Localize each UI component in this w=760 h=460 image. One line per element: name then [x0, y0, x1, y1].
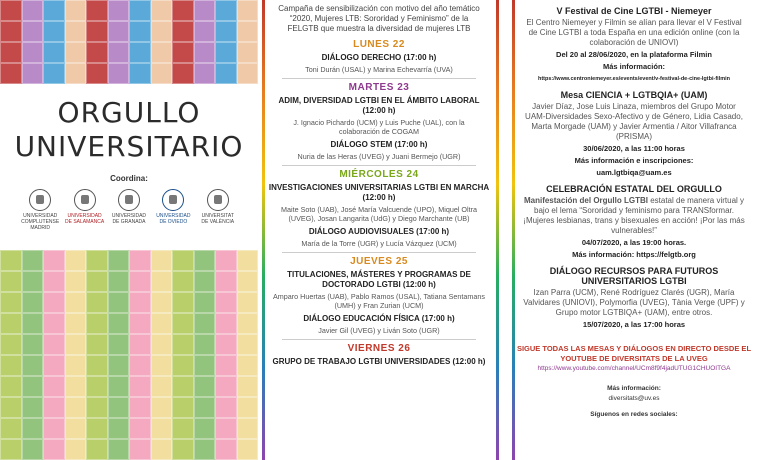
- mosaic-tile: [237, 418, 259, 439]
- mosaic-tile: [0, 271, 22, 292]
- event-title: TITULACIONES, MÁSTERES Y PROGRAMAS DE DOCTORADO LGTBI (12:00 h): [287, 270, 471, 289]
- mosaic-tile: [108, 0, 130, 21]
- mosaic-tile: [86, 292, 108, 313]
- mosaic-tile: [65, 355, 87, 376]
- mosaic-tile: [172, 42, 194, 63]
- mosaic-tile: [108, 271, 130, 292]
- mosaic-tile: [108, 418, 130, 439]
- mosaic-tile: [108, 250, 130, 271]
- event-people: Amparo Huertas (UAB), Pablo Ramos (USAL), Tatiana Sentamans (UMH) y Fran Zurian (UCM): [273, 292, 485, 310]
- day-separator: [282, 339, 476, 340]
- mosaic-tile: [215, 313, 237, 334]
- mosaic-tile: [129, 439, 151, 460]
- mosaic-tile: [215, 376, 237, 397]
- mosaic-tile: [43, 418, 65, 439]
- rainbow-divider: [512, 0, 515, 460]
- mosaic-tile: [22, 334, 44, 355]
- mosaic-tile: [108, 21, 130, 42]
- complutense-seal-icon: [29, 189, 51, 211]
- program-days: [266, 40, 492, 367]
- mosaic-tile: [86, 42, 108, 63]
- university-logos: [12, 183, 246, 231]
- mosaic-tile: [65, 439, 87, 460]
- mosaic-tile: [108, 292, 130, 313]
- granada-seal-icon: [118, 189, 140, 211]
- mosaic-tile: [22, 397, 44, 418]
- mosaic-tile: [0, 42, 22, 63]
- mosaic-tile: [86, 21, 108, 42]
- mesa-text: Javier Díaz, Jose Luis Linaza, miembros del Grupo Motor UAM-Diversidades Sexo-Afectivo y de Género, Lidia Casado, Marta Morgade (UAM) y Javier Armentia / Aitor Villafranca (PRISMA): [525, 102, 743, 141]
- event-title: INVESTIGACIONES UNIVERSITARIAS LGTBI EN MARCHA (12:00 h): [268, 183, 490, 202]
- celebracion-bold: Manifestación del Orgullo LGTBI: [523, 196, 648, 205]
- mosaic-tile: [22, 271, 44, 292]
- mosaic-tile: [22, 418, 44, 439]
- mosaic-tile: [65, 21, 87, 42]
- day-name: JUEVES: [350, 256, 393, 267]
- mosaic-tile: [129, 250, 151, 271]
- mosaic-tile: [172, 21, 194, 42]
- day-number: 23: [397, 82, 410, 93]
- mosaic-tile: [194, 418, 216, 439]
- logo-complutense: [20, 189, 60, 231]
- mosaic-tile: [215, 250, 237, 271]
- mesa-more-label: Más información e inscripciones:: [574, 156, 694, 165]
- day-number: 24: [406, 169, 419, 180]
- mosaic-tile: [86, 376, 108, 397]
- mosaic-tile: [151, 418, 173, 439]
- mosaic-tile: [172, 313, 194, 334]
- day-number: 22: [392, 39, 405, 50]
- mosaic-tile: [237, 250, 259, 271]
- coordina-label: Coordina:: [110, 174, 148, 183]
- mosaic-tile: [172, 63, 194, 84]
- mosaic-tile: [215, 271, 237, 292]
- celebracion-rest: estatal de manera virtual y bajo el lema “Sororidad y feminismo para TRANSformar. ¡Mujeres lesbianas, trans y bisexuales en acción! ¡Por las más vulnerables!”: [523, 196, 745, 235]
- mosaic-tile: [65, 0, 87, 21]
- mosaic-tile: [194, 355, 216, 376]
- mosaic-tile: [108, 42, 130, 63]
- mosaic-tile: [0, 376, 22, 397]
- day-name: MARTES: [348, 82, 394, 93]
- mosaic-tile: [151, 376, 173, 397]
- mosaic-tile: [172, 376, 194, 397]
- mosaic-tile: [108, 63, 130, 84]
- mesa-email-link[interactable]: uam.lgtbiqa@uam.es: [596, 168, 672, 177]
- mosaic-tile: [43, 439, 65, 460]
- mosaic-tile: [86, 250, 108, 271]
- salamanca-seal-icon: [74, 189, 96, 211]
- mosaic-tile: [22, 355, 44, 376]
- mosaic-tile: [65, 376, 87, 397]
- poster-panel: [0, 0, 258, 460]
- logo-name: UNIVERSIDAD DE SALAMANCA: [64, 213, 105, 225]
- mosaic-tile: [65, 313, 87, 334]
- mosaic-tile: [65, 397, 87, 418]
- event-title: DIÁLOGO AUDIOVISUALES (17:00 h): [308, 227, 450, 236]
- mosaic-tile: [0, 63, 22, 84]
- celebracion-date: 04/07/2020, a las 19:00 horas.: [581, 238, 687, 247]
- festival-text: El Centro Niemeyer y Filmin se alían para llevar el V Festival de Cine LGTBI a toda España en una edición online (con la colaboración de UNIOVI): [526, 18, 742, 47]
- logo-salamanca: [65, 189, 105, 231]
- day-title-martes: [266, 83, 492, 93]
- logo-oviedo: [153, 189, 193, 231]
- mosaic-tile: [22, 63, 44, 84]
- day-name: LUNES: [353, 39, 390, 50]
- logo-name: UNIVERSIDAD COMPLUTENSE MADRID: [21, 213, 60, 231]
- mosaic-tile: [43, 292, 65, 313]
- mosaic-tile: [172, 397, 194, 418]
- mosaic-tile: [194, 21, 216, 42]
- mosaic-tile: [43, 376, 65, 397]
- program-intro: Campaña de sensibilización con motivo del año temático “2020, Mujeres LTB: Sororidad y Feminismo” de la FELGTB que muestra la diversidad de mujeres LTB: [278, 4, 480, 33]
- logo-valencia: [198, 189, 238, 231]
- mosaic-tile: [0, 21, 22, 42]
- festival-dates: Del 20 al 28/06/2020, en la plataforma Filmin: [556, 50, 712, 59]
- mosaic-top: [0, 0, 258, 84]
- mosaic-tile: [129, 355, 151, 376]
- rainbow-divider: [496, 0, 499, 460]
- mosaic-tile: [151, 271, 173, 292]
- mosaic-tile: [0, 0, 22, 21]
- mosaic-tile: [43, 313, 65, 334]
- event-title: DIÁLOGO EDUCACIÓN FÍSICA (17:00 h): [303, 314, 455, 323]
- mosaic-tile: [237, 313, 259, 334]
- mosaic-tile: [194, 334, 216, 355]
- mosaic-tile: [151, 292, 173, 313]
- mosaic-tile: [237, 0, 259, 21]
- mosaic-tile: [108, 376, 130, 397]
- mosaic-tile: [237, 334, 259, 355]
- mosaic-tile: [215, 42, 237, 63]
- mosaic-tile: [215, 439, 237, 460]
- rainbow-divider: [262, 0, 265, 460]
- mosaic-tile: [194, 439, 216, 460]
- mosaic-tile: [0, 334, 22, 355]
- mosaic-tile: [0, 292, 22, 313]
- festival-title: V Festival de Cine LGTBI - Niemeyer: [556, 6, 712, 16]
- day-name: VIERNES: [347, 343, 395, 354]
- mosaic-tile: [22, 21, 44, 42]
- festival-more-label: Más información:: [602, 62, 666, 71]
- mosaic-tile: [151, 250, 173, 271]
- mosaic-tile: [22, 250, 44, 271]
- mosaic-tile: [65, 42, 87, 63]
- mosaic-tile: [22, 376, 44, 397]
- mosaic-tile: [0, 397, 22, 418]
- mosaic-tile: [0, 313, 22, 334]
- event-title: DIÁLOGO STEM (17:00 h): [330, 140, 428, 149]
- mosaic-tile: [0, 439, 22, 460]
- mosaic-tile: [22, 292, 44, 313]
- mosaic-tile: [86, 439, 108, 460]
- mosaic-tile: [129, 376, 151, 397]
- mosaic-tile: [172, 334, 194, 355]
- mosaic-tile: [43, 21, 65, 42]
- mosaic-tile: [151, 0, 173, 21]
- mosaic-tile: [215, 292, 237, 313]
- mosaic-tile: [237, 397, 259, 418]
- mosaic-tile: [215, 0, 237, 21]
- mosaic-tile: [86, 313, 108, 334]
- mosaic-tile: [215, 418, 237, 439]
- social-label: Síguenos en redes sociales:: [590, 411, 678, 418]
- mosaic-tile: [65, 292, 87, 313]
- day-title-lunes: [266, 40, 492, 50]
- logo-granada: [109, 189, 149, 231]
- logo-name: UNIVERSITAT DE VALÈNCIA: [201, 213, 235, 225]
- mosaic-tile: [237, 376, 259, 397]
- mosaic-tile: [86, 271, 108, 292]
- mosaic-tile: [43, 42, 65, 63]
- mosaic-tile: [151, 63, 173, 84]
- mosaic-tile: [22, 439, 44, 460]
- oviedo-seal-icon: [162, 189, 184, 211]
- event-people: Nuria de las Heras (UVEG) y Juani Bermejo (UGR): [297, 152, 461, 161]
- day-separator: [282, 78, 476, 79]
- mosaic-tile: [194, 250, 216, 271]
- mosaic-tile: [86, 355, 108, 376]
- mosaic-tile: [65, 250, 87, 271]
- mosaic-tile: [194, 397, 216, 418]
- day-title-viernes: [266, 344, 492, 354]
- mosaic-tile: [0, 250, 22, 271]
- mosaic-tile: [0, 418, 22, 439]
- event-people: Toni Durán (USAL) y Marina Echevarría (UVA): [305, 65, 453, 74]
- mosaic-tile: [215, 355, 237, 376]
- celebracion-title: CELEBRACIÓN ESTATAL DEL ORGULLO: [546, 184, 722, 194]
- youtube-link[interactable]: https://www.youtube.com/channel/UCm8f9f4jadUTUG1CHUOITGA: [537, 365, 731, 372]
- logo-name: UNIVERSIDAD DE OVIEDO: [156, 213, 191, 225]
- mosaic-tile: [129, 418, 151, 439]
- mosaic-tile: [65, 271, 87, 292]
- mosaic-tile: [151, 313, 173, 334]
- festival-link[interactable]: https://www.centroniemeyer.es/events/event/v-festival-de-cine-lgtbi-filmin: [537, 76, 731, 82]
- day-separator: [282, 252, 476, 253]
- logo-name: UNIVERSIDAD DE GRANADA: [111, 213, 147, 225]
- mosaic-tile: [237, 21, 259, 42]
- mosaic-tile: [237, 63, 259, 84]
- mosaic-tile: [129, 271, 151, 292]
- day-title-jueves: [266, 257, 492, 267]
- mosaic-tile: [194, 63, 216, 84]
- mosaic-tile: [43, 355, 65, 376]
- event-people: J. Ignacio Pichardo (UCM) y Luis Puche (UAL), con la colaboración de COGAM: [293, 118, 465, 136]
- mosaic-tile: [237, 292, 259, 313]
- mosaic-tile: [151, 42, 173, 63]
- mosaic-tile: [215, 397, 237, 418]
- dialogo-title: DIÁLOGO RECURSOS PARA FUTUROS UNIVERSITARIOS LGTBI: [549, 266, 719, 286]
- mosaic-tile: [86, 63, 108, 84]
- day-title-miércoles: [266, 170, 492, 180]
- poster-title-line-2: UNIVERSITARIO: [14, 130, 244, 163]
- mosaic-tile: [194, 42, 216, 63]
- mosaic-tile: [108, 334, 130, 355]
- mosaic-tile: [65, 63, 87, 84]
- mosaic-tile: [194, 271, 216, 292]
- mosaic-tile: [43, 250, 65, 271]
- mosaic-tile: [237, 355, 259, 376]
- mosaic-tile: [129, 397, 151, 418]
- mosaic-tile: [172, 0, 194, 21]
- mosaic-tile: [129, 63, 151, 84]
- mosaic-tile: [194, 292, 216, 313]
- valencia-seal-icon: [207, 189, 229, 211]
- mesa-date: 30/06/2020, a las 11:00 horas: [583, 144, 685, 153]
- mosaic-bottom: [0, 250, 258, 460]
- celebracion-text: [522, 196, 746, 236]
- extra-events-panel: [516, 0, 752, 460]
- mosaic-tile: [151, 334, 173, 355]
- mosaic-tile: [194, 313, 216, 334]
- mosaic-tile: [151, 397, 173, 418]
- mosaic-tile: [65, 418, 87, 439]
- mesa-title: Mesa CIENCIA + LGTBQIA+ (UAM): [560, 90, 708, 100]
- contact-email-link[interactable]: diversitats@uv.es: [608, 395, 660, 402]
- mosaic-tile: [22, 313, 44, 334]
- mosaic-tile: [108, 397, 130, 418]
- youtube-callout: SIGUE TODAS LAS MESAS Y DIÁLOGOS EN DIRECTO DESDE EL YOUTUBE DE DIVERSITATS DE LA UVEG: [516, 344, 752, 363]
- mosaic-tile: [129, 313, 151, 334]
- mosaic-tile: [237, 42, 259, 63]
- mosaic-tile: [151, 21, 173, 42]
- dialogo-date: 15/07/2020, a las 17:00 horas: [582, 320, 686, 329]
- mosaic-tile: [86, 397, 108, 418]
- mosaic-tile: [129, 334, 151, 355]
- poster-title-line-1: ORGULLO: [57, 96, 201, 129]
- mosaic-tile: [129, 42, 151, 63]
- program-panel: [266, 0, 492, 460]
- day-name: MIÉRCOLES: [339, 169, 404, 180]
- mosaic-tile: [215, 21, 237, 42]
- event-people: Maite Soto (UAB), José María Valcuende (UPO), Miquel Oltra (UVEG), Josan Langarita (UdG) y Diego Marchante (UB): [281, 205, 477, 223]
- mosaic-tile: [215, 334, 237, 355]
- mosaic-tile: [172, 418, 194, 439]
- mosaic-tile: [151, 355, 173, 376]
- mosaic-tile: [43, 63, 65, 84]
- mosaic-tile: [172, 271, 194, 292]
- mosaic-tile: [215, 63, 237, 84]
- mosaic-tile: [86, 0, 108, 21]
- mosaic-tile: [108, 439, 130, 460]
- mosaic-tile: [129, 21, 151, 42]
- mosaic-tile: [194, 376, 216, 397]
- mosaic-tile: [172, 250, 194, 271]
- contact-more-label: Más información:: [607, 385, 661, 392]
- mosaic-tile: [43, 0, 65, 21]
- mosaic-tile: [194, 0, 216, 21]
- mosaic-tile: [108, 355, 130, 376]
- mosaic-tile: [172, 292, 194, 313]
- event-title: GRUPO DE TRABAJO LGTBI UNIVERSIDADES (12:00 h): [272, 357, 486, 366]
- mosaic-tile: [43, 397, 65, 418]
- mosaic-tile: [129, 292, 151, 313]
- mosaic-tile: [86, 334, 108, 355]
- poster-title-box: [12, 84, 246, 250]
- event-title: ADIM, DIVERSIDAD LGTBI EN EL ÁMBITO LABORAL (12:00 h): [278, 96, 480, 115]
- celebracion-more-link[interactable]: Más información: https://felgtb.org: [572, 250, 696, 259]
- day-separator: [282, 165, 476, 166]
- mosaic-tile: [172, 355, 194, 376]
- mosaic-tile: [22, 42, 44, 63]
- mosaic-tile: [151, 439, 173, 460]
- mosaic-tile: [237, 439, 259, 460]
- mosaic-tile: [0, 355, 22, 376]
- mosaic-tile: [22, 0, 44, 21]
- day-number: 25: [395, 256, 408, 267]
- event-people: Javier Gil (UVEG) y Liván Soto (UGR): [318, 326, 440, 335]
- mosaic-tile: [108, 313, 130, 334]
- dialogo-text: Izan Parra (UCM), René Rodríguez Clarés (UGR), María Valvidares (UNIOVI), Polymorfia (UVEG), Tània Verge (UPF) y Grupo motor LGTBIQA+ (UAM), entre otros.: [523, 288, 745, 317]
- mosaic-tile: [43, 271, 65, 292]
- event-title: DIÁLOGO DERECHO (17:00 h): [321, 53, 437, 62]
- mosaic-tile: [86, 418, 108, 439]
- mosaic-tile: [65, 334, 87, 355]
- mosaic-tile: [172, 439, 194, 460]
- event-people: María de la Torre (UGR) y Lucía Vázquez (UCM): [301, 239, 457, 248]
- day-number: 26: [398, 343, 411, 354]
- mosaic-tile: [237, 271, 259, 292]
- mosaic-tile: [43, 334, 65, 355]
- mosaic-tile: [129, 0, 151, 21]
